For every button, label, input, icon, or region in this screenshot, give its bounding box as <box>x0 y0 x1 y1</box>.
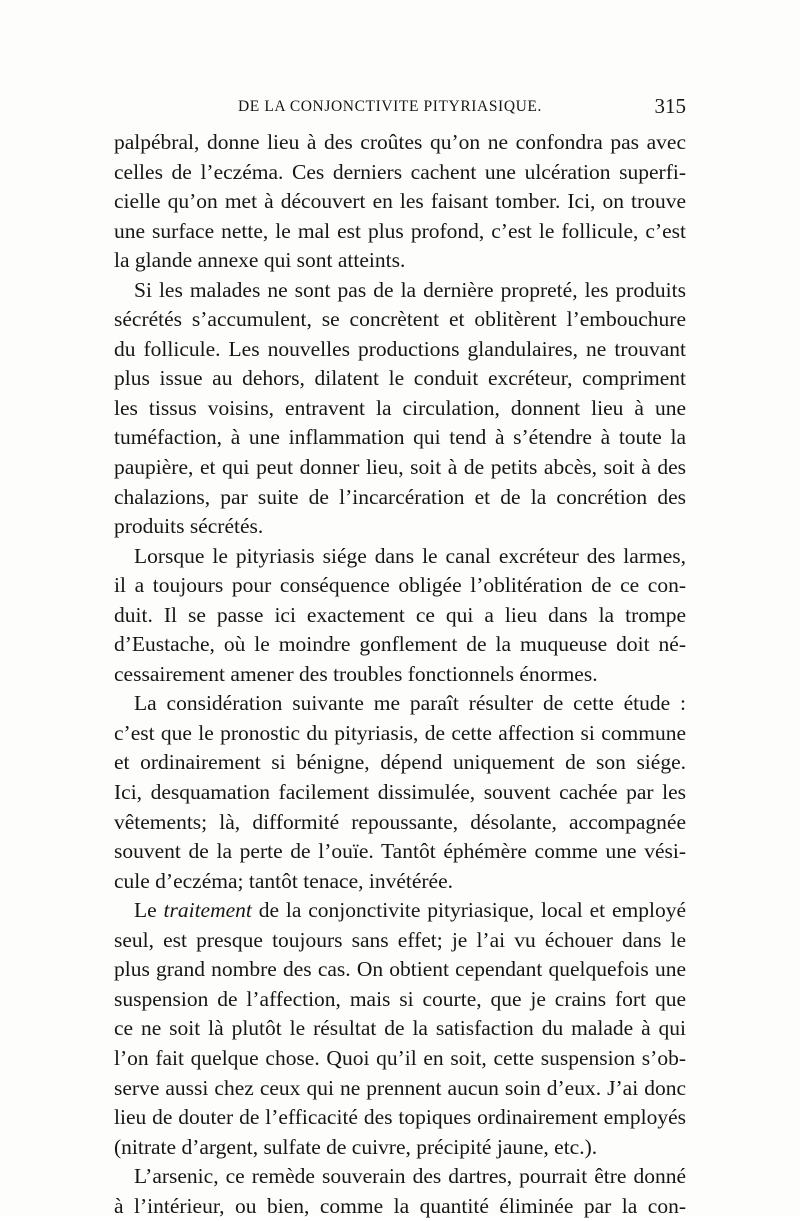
paragraph-first-line: Si les malades ne sont pas de la dernière propreté, les produits <box>134 277 686 302</box>
text-line: et ordinairement si bénigne, dépend uniquement de son siége. <box>114 750 686 775</box>
text-line: cielle qu’on met à découvert en les faisant tomber. Ici, on trouve <box>114 189 686 214</box>
text-line: seul, est presque toujours sans effet; je l’ai vu échouer dans le <box>114 927 686 952</box>
text-line: produits sécrétés. <box>114 514 264 539</box>
italic-line-after: de la conjonctivite pityriasique, local et employé <box>251 898 686 923</box>
italic-line-before: Le <box>134 898 164 923</box>
text-line: plus grand nombre des cas. On obtient cependant quelquefois une <box>114 957 686 982</box>
text-line: duit. Il se passe ici exactement ce qui a lieu dans la trompe <box>114 602 686 627</box>
text-line: vêtements; là, difformité repoussante, désolante, accompagnée <box>114 809 686 834</box>
text-line: cule d’eczéma; tantôt tenace, invétérée. <box>114 868 454 893</box>
text-line: serve aussi chez ceux qui ne prennent aucun soin d’eux. J’ai donc <box>114 1075 686 1100</box>
text-line: sécrétés s’accumulent, se concrètent et oblitèrent l’embouchure <box>114 307 686 332</box>
body-text <box>114 128 686 1221</box>
paragraph-first-line: Lorsque le pityriasis siége dans le canal excréteur des larmes, <box>134 543 686 568</box>
text-line: (nitrate d’argent, sulfate de cuivre, précipité jaune, etc.). <box>114 1134 598 1159</box>
italic-word: traitement <box>163 898 252 923</box>
text-line: à l’intérieur, ou bien, comme la quantité éliminée par la con- <box>114 1193 686 1218</box>
text-line: tuméfaction, à une inflammation qui tend à s’étendre à toute la <box>114 425 686 450</box>
running-header-title: DE LA CONJONCTIVITE PITYRIASIQUE. <box>238 98 542 115</box>
paragraph-first-line: L’arsenic, ce remède souverain des dartres, pourrait être donné <box>134 1164 686 1189</box>
text-line: paupière, et qui peut donner lieu, soit à de petits abcès, soit à des <box>114 455 686 480</box>
text-line: la glande annexe qui sont atteints. <box>114 248 406 273</box>
text-line: d’Eustache, où le moindre gonflement de la muqueuse doit né- <box>114 632 686 657</box>
running-header <box>112 96 686 122</box>
text-line: cessairement amener des troubles fonctionnels énormes. <box>114 661 598 686</box>
text-line: celles de l’eczéma. Ces derniers cachent une ulcération superfi- <box>114 159 686 184</box>
text-line: l’on fait quelque chose. Quoi qu’il en soit, cette suspension s’ob- <box>114 1045 686 1070</box>
text-line: chalazions, par suite de l’incarcération et de la concrétion des <box>114 484 686 509</box>
text-line: du follicule. Les nouvelles productions glandulaires, ne trouvant <box>114 336 686 361</box>
text-line: les tissus voisins, entravent la circulation, donnent lieu à une <box>114 395 686 420</box>
paragraph-first-line <box>114 896 686 926</box>
text-line: ce ne soit là plutôt le résultat de la satisfaction du malade à qui <box>114 1016 686 1041</box>
text-line: lieu de douter de l’efficacité des topiques ordinairement employés <box>114 1105 686 1130</box>
text-line: c’est que le pronostic du pityriasis, de cette affection si commune <box>114 720 686 745</box>
text-line: une surface nette, le mal est plus profond, c’est le follicule, c’est <box>114 218 686 243</box>
page-number: 315 <box>654 94 686 118</box>
text-line: palpébral, donne lieu à des croûtes qu’on ne confondra pas avec <box>114 130 686 154</box>
paragraph-first-line: La considération suivante me paraît résulter de cette étude : <box>134 691 686 716</box>
text-line: il a toujours pour conséquence obligée l’oblitération de ce con- <box>114 573 686 598</box>
text-line: Ici, desquamation facilement dissimulée, souvent cachée par les <box>114 780 686 805</box>
text-line: plus issue au dehors, dilatent le conduit excréteur, compriment <box>114 366 686 391</box>
text-line: souvent de la perte de l’ouïe. Tantôt éphémère comme une vési- <box>114 839 686 864</box>
text-line: suspension de l’affection, mais si courte, que je crains fort que <box>114 986 686 1011</box>
